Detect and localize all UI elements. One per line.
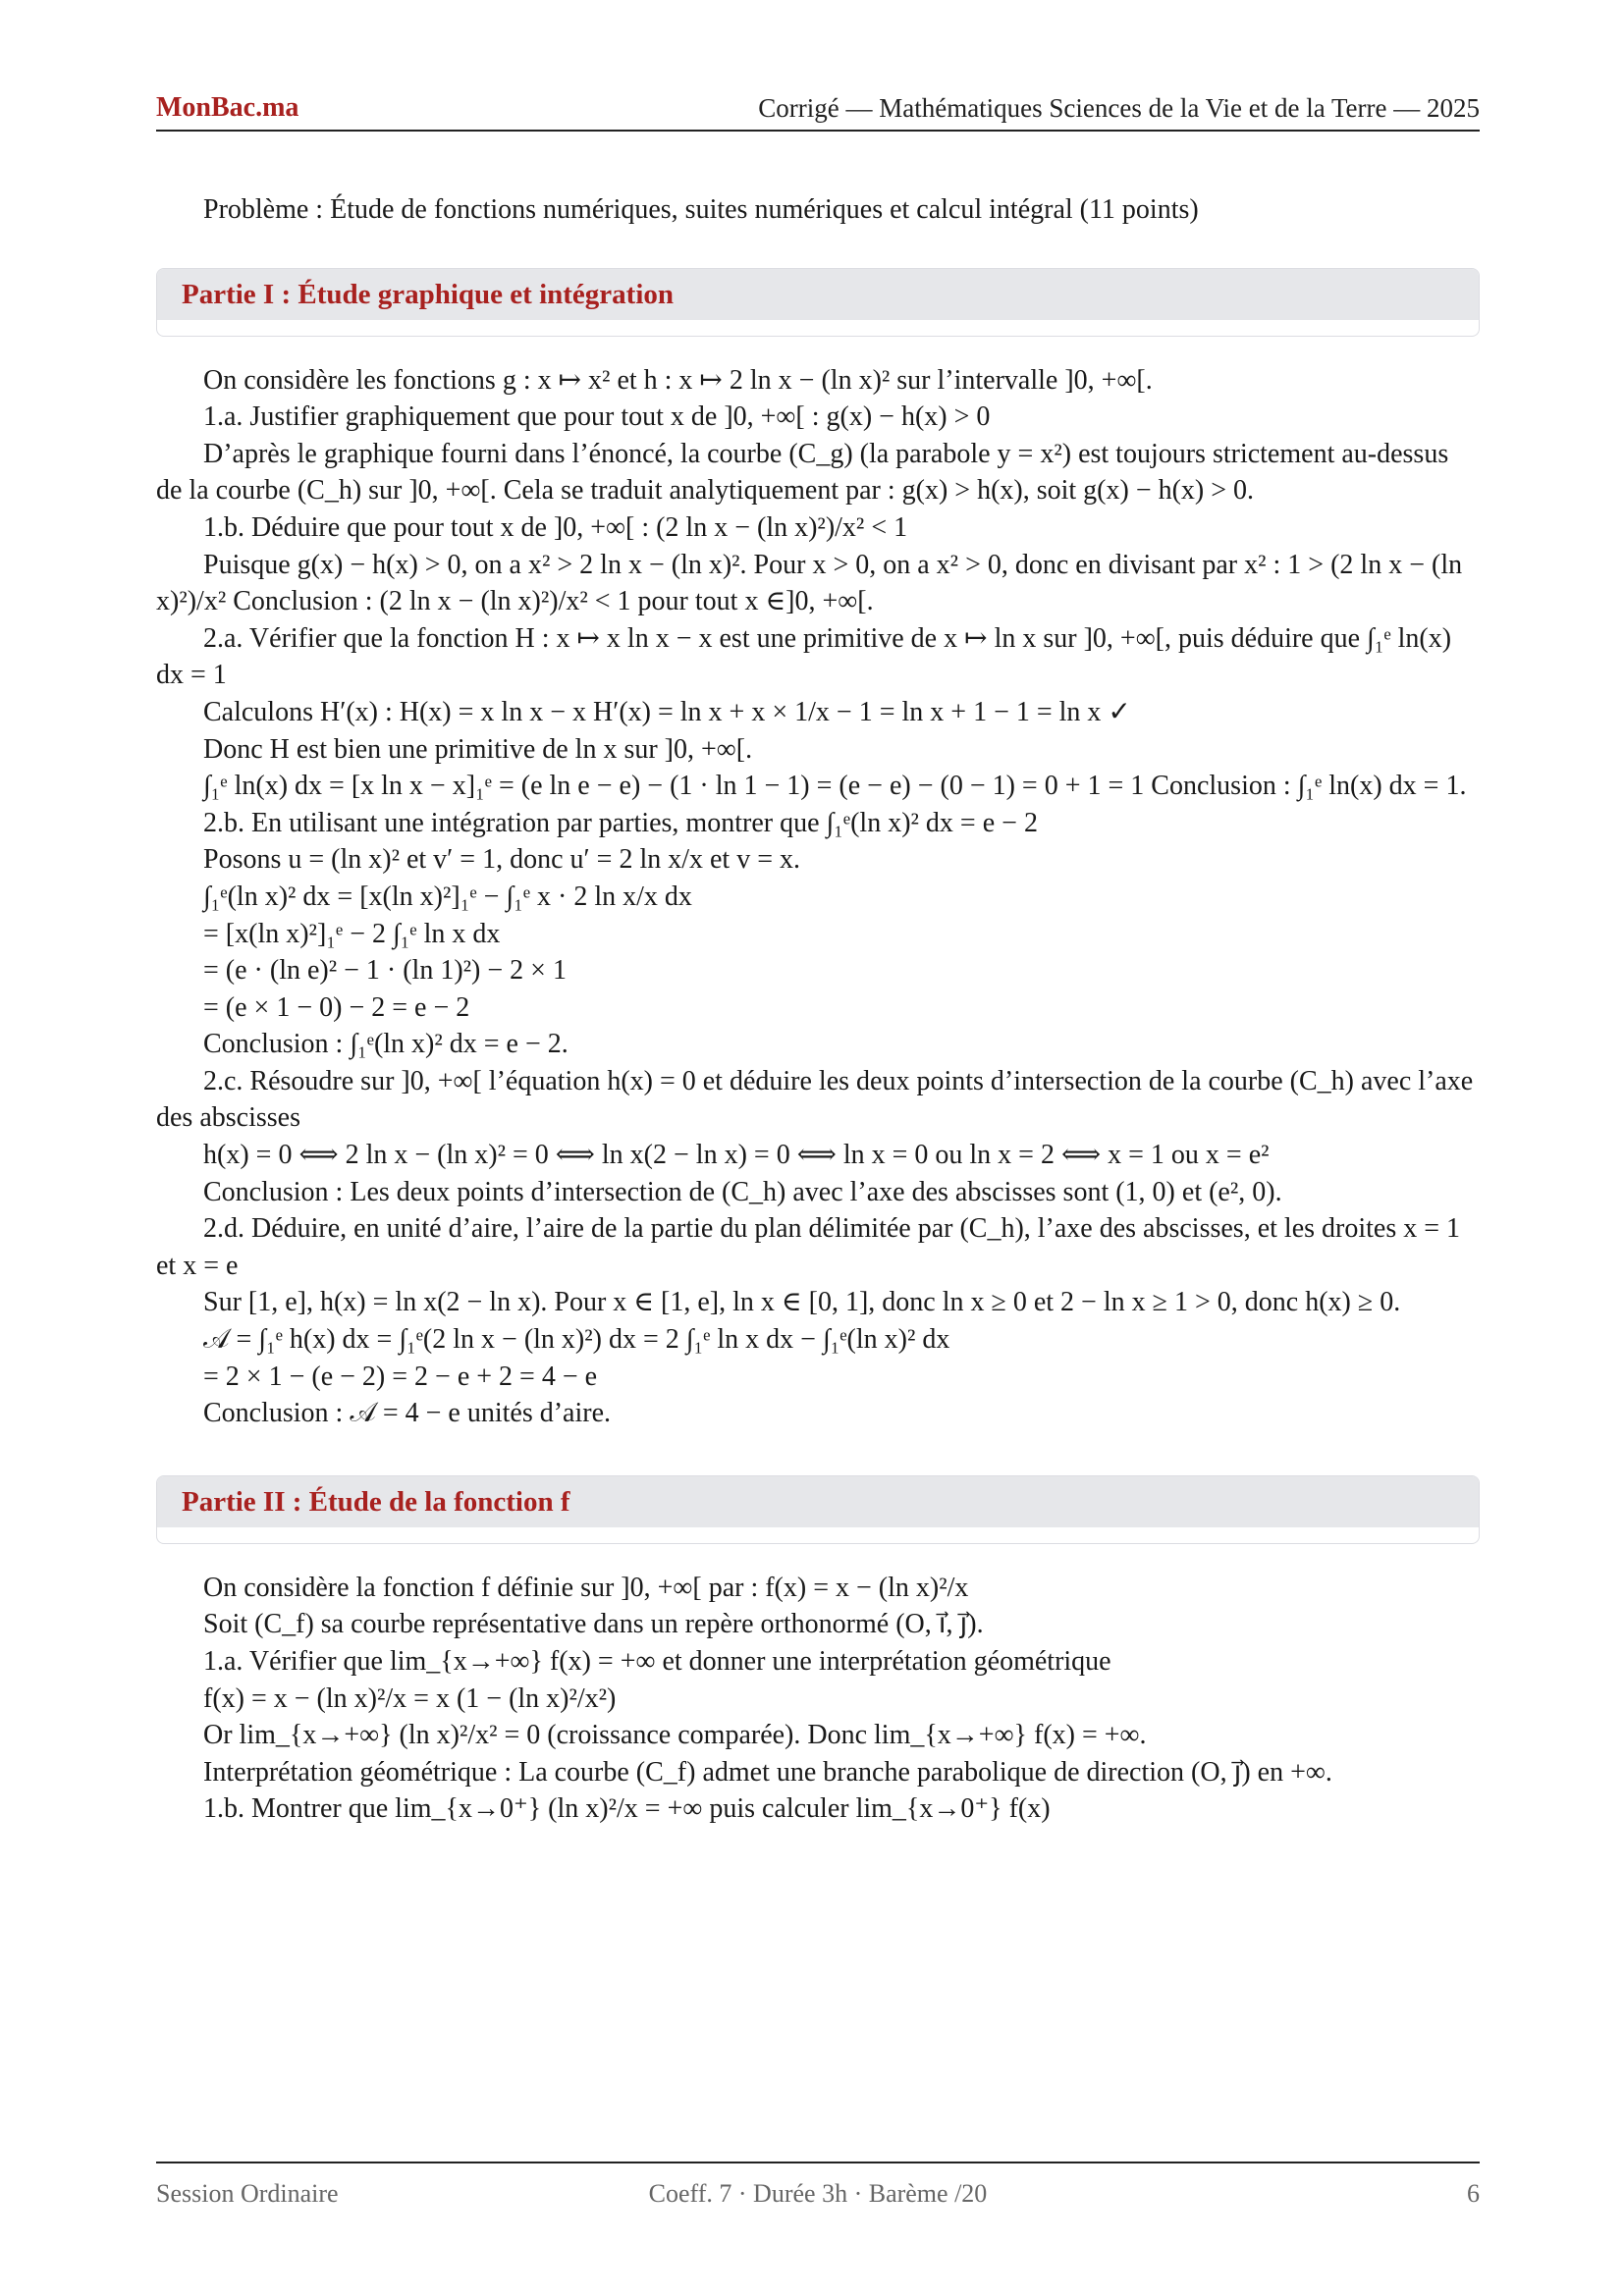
paragraph: Calculons H′(x) : H(x) = x ln x − x H′(x) = ln x + x × 1/x − 1 = ln x + 1 − 1 = ln x ✓ — [203, 696, 1131, 727]
conclusion: Conclusion : 𝒜 = 4 − e unités d’aire. — [203, 1398, 612, 1429]
document-body — [156, 191, 1480, 1828]
equation-line: = (e · (ln e)² − 1 · (ln 1)²) − 2 × 1 — [203, 955, 567, 987]
question: 2.c. Résoudre sur ]0, +∞[ l’équation h(x) = 0 et déduire les deux points d’intersection de la courbe (C_h) avec l’axe des abscisses — [156, 1065, 1474, 1134]
equation-line: h(x) = 0 ⟺ 2 ln x − (ln x)² = 0 ⟺ ln x(2 − ln x) = 0 ⟺ ln x = 0 ou ln x = 2 ⟺ x = 1 ou x = e² — [203, 1140, 1270, 1171]
paragraph: Interprétation géométrique : La courbe (C_f) admet une branche parabolique de direction (O, j⃗) en +∞. — [203, 1756, 1332, 1788]
page-footer — [156, 2162, 1480, 2208]
part-2-content — [156, 1570, 1480, 1828]
paragraph: Soit (C_f) sa courbe représentative dans un repère orthonormé (O, i⃗, j⃗). — [203, 1609, 984, 1640]
question: 2.a. Vérifier que la fonction H : x ↦ x ln x − x est une primitive de x ↦ ln x sur ]0, +∞[, puis déduire que ∫₁ᵉ ln(x) dx = 1 — [156, 622, 1452, 691]
equation-line: f(x) = x − (ln x)²/x = x (1 − (ln x)²/x²) — [203, 1682, 617, 1714]
section-part-2 — [156, 1475, 1480, 1544]
header-title: Corrigé — Mathématiques Sciences de la Vie et de la Terre — 2025 — [758, 93, 1480, 123]
section-heading: Partie II : Étude de la fonction f — [157, 1476, 1479, 1527]
footer-session: Session Ordinaire — [156, 2179, 339, 2208]
page-header — [156, 90, 1480, 132]
question: 1.b. Déduire que pour tout x de ]0, +∞[ : (2 ln x − (ln x)²)/x² < 1 — [203, 511, 908, 543]
paragraph: On considère les fonctions g : x ↦ x² et h : x ↦ 2 ln x − (ln x)² sur l’intervalle ]0, +∞[. — [203, 364, 1153, 396]
paragraph: Posons u = (ln x)² et v′ = 1, donc u′ = 2 ln x/x et v = x. — [203, 844, 801, 876]
conclusion: Conclusion : ∫₁ᵉ(ln x)² dx = e − 2. — [203, 1029, 568, 1060]
paragraph: Donc H est bien une primitive de ln x sur ]0, +∞[. — [203, 733, 753, 765]
paragraph: On considère la fonction f définie sur ]0, +∞[ par : f(x) = x − (ln x)²/x — [203, 1572, 969, 1603]
question: 1.a. Justifier graphiquement que pour tout x de ]0, +∞[ : g(x) − h(x) > 0 — [203, 401, 991, 433]
paragraph: ∫₁ᵉ ln(x) dx = [x ln x − x]₁ᵉ = (e ln e − e) − (1 · ln 1 − 1) = (e − e) − (0 − 1) = 0 + 1 = 1 Conclusion : ∫₁ᵉ ln(x) dx = 1. — [203, 771, 1467, 802]
equation-line: = (e × 1 − 0) − 2 = e − 2 — [203, 991, 470, 1023]
conclusion: Conclusion : Les deux points d’intersection de (C_h) avec l’axe des abscisses sont (1, 0) et (e², 0). — [203, 1176, 1282, 1207]
section-part-1 — [156, 268, 1480, 337]
brand-logo-text[interactable]: MonBac.ma — [156, 92, 299, 123]
paragraph: Puisque g(x) − h(x) > 0, on a x² > 2 ln x − (ln x)². Pour x > 0, on a x² > 0, donc en divisant par x² : 1 > (2 ln x − (ln x)²)/x² Conclusion : (2 ln x − (ln x)²)/x² < 1 pour tout x ∈]0, +∞[. — [156, 549, 1463, 617]
paragraph: Or lim_{x→+∞} (ln x)²/x² = 0 (croissance comparée). Donc lim_{x→+∞} f(x) = +∞. — [203, 1720, 1147, 1751]
paragraph: Sur [1, e], h(x) = ln x(2 − ln x). Pour x ∈ [1, e], ln x ∈ [0, 1], donc ln x ≥ 0 et 2 − ln x ≥ 1 > 0, donc h(x) ≥ 0. — [203, 1287, 1401, 1318]
problem-title: Problème : Étude de fonctions numériques, suites numériques et calcul intégral (11 points) — [203, 194, 1199, 225]
footer-info: Coeff. 7 · Durée 3h · Barème /20 — [648, 2179, 988, 2208]
section-heading: Partie I : Étude graphique et intégration — [157, 269, 1479, 320]
equation-line: ∫₁ᵉ(ln x)² dx = [x(ln x)²]₁ᵉ − ∫₁ᵉ x · 2 ln x/x dx — [203, 881, 692, 912]
equation-line: 𝒜 = ∫₁ᵉ h(x) dx = ∫₁ᵉ(2 ln x − (ln x)²) dx = 2 ∫₁ᵉ ln x dx − ∫₁ᵉ(ln x)² dx — [203, 1324, 950, 1356]
page-number: 6 — [1467, 2179, 1480, 2208]
question: 1.b. Montrer que lim_{x→0⁺} (ln x)²/x = +∞ puis calculer lim_{x→0⁺} f(x) — [203, 1793, 1051, 1825]
equation-line: = [x(ln x)²]₁ᵉ − 2 ∫₁ᵉ ln x dx — [203, 918, 501, 949]
equation-line: = 2 × 1 − (e − 2) = 2 − e + 2 = 4 − e — [203, 1361, 598, 1392]
question: 2.d. Déduire, en unité d’aire, l’aire de la partie du plan délimitée par (C_h), l’axe des abscisses, et les droites x = 1 et x = e — [156, 1213, 1461, 1281]
question: 2.b. En utilisant une intégration par parties, montrer que ∫₁ᵉ(ln x)² dx = e − 2 — [203, 807, 1038, 838]
part-1-content — [156, 362, 1480, 1432]
question: 1.a. Vérifier que lim_{x→+∞} f(x) = +∞ et donner une interprétation géométrique — [203, 1646, 1111, 1677]
paragraph: D’après le graphique fourni dans l’énoncé, la courbe (C_g) (la parabole y = x²) est toujours strictement au-dessus de la courbe (C_h) sur ]0, +∞[. Cela se traduit analytiquement par : g(x) > h(x), soit g(x) − h(x) > 0. — [156, 438, 1449, 507]
